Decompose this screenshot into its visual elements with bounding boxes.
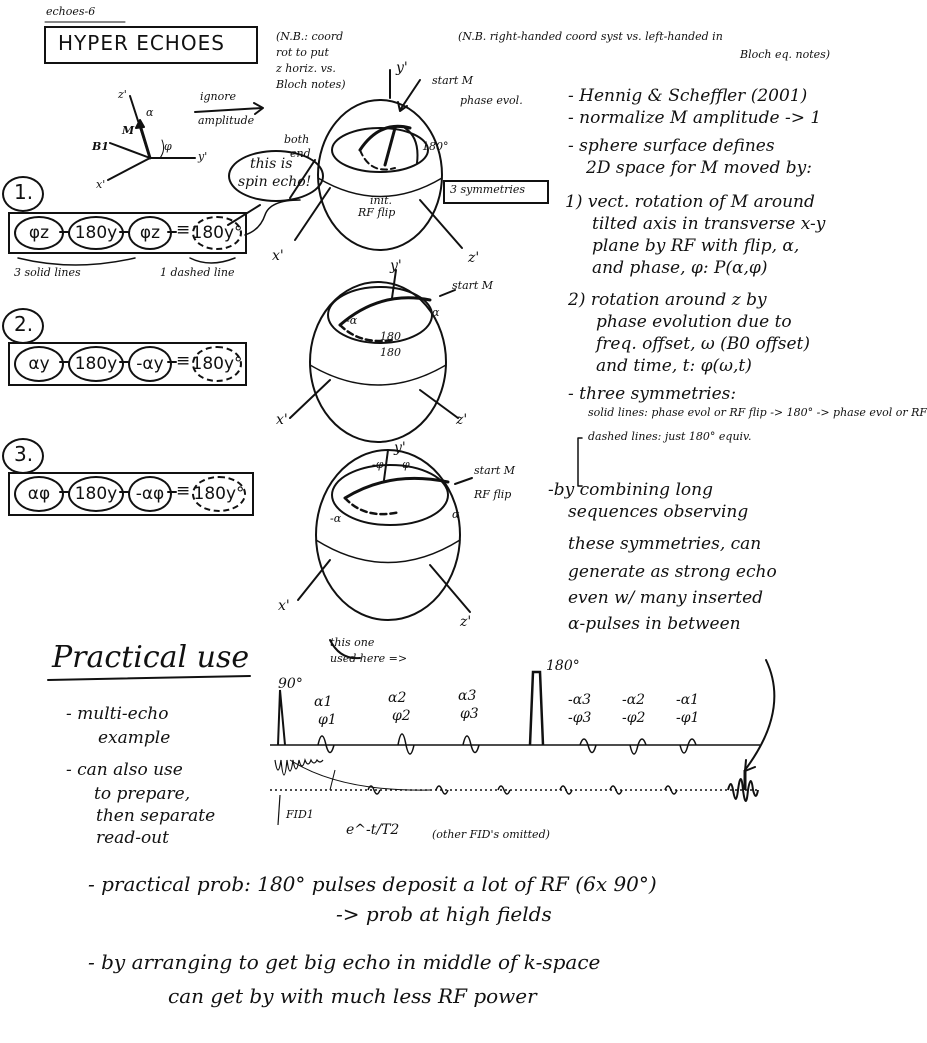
nb-left-4: Bloch notes) xyxy=(276,78,346,91)
arrange-2: can get by with much less RF power xyxy=(168,984,537,1008)
s3-y-label: y' xyxy=(394,440,406,456)
example-1-result: 180y° xyxy=(192,216,242,250)
s3-z-label: z' xyxy=(460,614,472,630)
s2-alpha: α xyxy=(432,306,440,319)
axis-alpha-label: α xyxy=(146,106,154,119)
s2-z-label: z' xyxy=(456,412,468,428)
nb-right-2: Bloch eq. notes) xyxy=(740,48,831,61)
example-3-num: 3. xyxy=(14,442,34,466)
example-3-equiv: ≡ xyxy=(176,481,191,501)
note-7: plane by RF with flip, α, xyxy=(592,236,800,256)
practical-prob-2: -> prob at high fields xyxy=(336,902,552,926)
s3-start-label: start M xyxy=(474,464,516,477)
pulse-p2-label: φ2 xyxy=(392,708,411,724)
example-1-op-2: 180y xyxy=(68,216,124,250)
pulse-p1-label: φ1 xyxy=(318,712,337,728)
s2-x-label: x' xyxy=(276,412,288,428)
pulse-na1-label: -α1 xyxy=(676,692,700,708)
practical-left-6: read-out xyxy=(96,828,169,848)
s3-rf-label: RF flip xyxy=(474,488,512,501)
example-2-op-3: -αy xyxy=(128,346,172,382)
note-12: and time, t: φ(ω,t) xyxy=(596,356,752,376)
practical-left-2: example xyxy=(98,728,171,748)
example-1-note-right: 1 dashed line xyxy=(160,266,235,279)
nb-right-1: (N.B. right-handed coord syst vs. left-handed in xyxy=(458,30,723,43)
example-3-op-2: 180y xyxy=(68,476,124,512)
practical-left-1: - multi-echo xyxy=(66,704,169,724)
both-end-2: end xyxy=(290,147,311,160)
axis-z-label: z' xyxy=(118,88,127,101)
note-10: phase evolution due to xyxy=(596,312,792,332)
axis-y-label: y' xyxy=(198,150,208,163)
note-9: 2) rotation around z by xyxy=(568,290,767,310)
combining-1: -by combining long xyxy=(548,480,713,500)
example-2-equiv: ≡ xyxy=(176,351,191,371)
both-end-1: both xyxy=(284,133,310,146)
pulse-90-label: 90° xyxy=(278,676,303,692)
pulse-np3-label: -φ3 xyxy=(568,710,592,726)
note-4: 2D space for M moved by: xyxy=(586,158,812,178)
pulse-a3-label: α3 xyxy=(458,688,477,704)
pulse-np1-label: -φ1 xyxy=(676,710,700,726)
pulse-na2-label: -α2 xyxy=(622,692,646,708)
s3-used-here: used here => xyxy=(330,652,408,665)
note-6: tilted axis in transverse x-y xyxy=(592,214,826,234)
note-1: - Hennig & Scheffler (2001) xyxy=(568,86,808,106)
ignore-text-2: amplitude xyxy=(198,114,255,127)
ignore-text-1: ignore xyxy=(200,90,237,103)
sphere-3 xyxy=(298,450,472,658)
note-11: freq. offset, ω (B0 offset) xyxy=(596,334,811,354)
s2-d-label: 180 xyxy=(380,346,401,359)
arrange-1: - by arranging to get big echo in middle of k-space xyxy=(88,950,601,974)
pulse-na3-label: -α3 xyxy=(568,692,592,708)
axis-b1-label: B1 xyxy=(92,140,109,153)
example-1-num: 1. xyxy=(14,180,34,204)
example-3-op-3: -αφ xyxy=(128,476,172,512)
s1-z-label: z' xyxy=(468,250,480,266)
practical-title: Practical use xyxy=(52,640,250,675)
s3-alpha: α xyxy=(452,508,460,521)
s1-init-label: init. xyxy=(370,194,393,207)
note-3: - sphere surface defines xyxy=(568,136,775,156)
pulse-np2-label: -φ2 xyxy=(622,710,646,726)
note-5: 1) vect. rotation of M around xyxy=(565,192,815,212)
example-1-equiv: ≡ xyxy=(176,220,191,240)
combining-6: α-pulses in between xyxy=(568,614,741,634)
page-tag: echoes-6 xyxy=(46,5,96,18)
s1-rfflip-label: RF flip xyxy=(358,206,396,219)
nb-left-2: rot to put xyxy=(276,46,329,59)
example-2-result: 180y° xyxy=(192,346,242,382)
s3-phi: φ xyxy=(402,458,410,471)
bubble-line-2: spin echo! xyxy=(238,174,312,190)
practical-prob-1: - practical prob: 180° pulses deposit a lot of RF (6x 90°) xyxy=(88,872,657,896)
example-1-note-left: 3 solid lines xyxy=(14,266,81,279)
s1-y-label: y' xyxy=(396,60,408,76)
pulse-180-label: 180° xyxy=(546,658,580,674)
example-1-op-3: φz xyxy=(128,216,172,250)
omitted-label: (other FID's omitted) xyxy=(432,828,550,841)
practical-left-4: to prepare, xyxy=(94,784,191,804)
combining-2: sequences observing xyxy=(568,502,749,522)
s1-angle-label: 180° xyxy=(422,140,449,153)
axis-m-label: M xyxy=(122,124,135,137)
note-13: - three symmetries: xyxy=(568,384,737,404)
page-title: HYPER ECHOES xyxy=(58,31,225,55)
sphere-2 xyxy=(290,270,458,442)
fid-label: FID1 xyxy=(286,808,314,821)
note-8: and phase, φ: P(α,φ) xyxy=(592,258,768,278)
s1-phase-label: phase evol. xyxy=(460,94,523,107)
s3-neg-alpha: -α xyxy=(330,512,342,525)
pulse-a1-label: α1 xyxy=(314,694,333,710)
example-3-op-1: αφ xyxy=(14,476,64,512)
practical-left-5: then separate xyxy=(96,806,216,826)
s2-neg-alpha: -α xyxy=(346,314,358,327)
sphere-1 xyxy=(295,70,462,250)
s3-x-label: x' xyxy=(278,598,290,614)
note-15: dashed lines: just 180° equiv. xyxy=(588,430,752,443)
s2-start-label: start M xyxy=(452,279,494,292)
example-2-op-1: αy xyxy=(14,346,64,382)
example-3-result: 180y° xyxy=(192,476,246,512)
axis-phi-label: φ xyxy=(164,140,172,153)
pulse-a2-label: α2 xyxy=(388,690,407,706)
example-2-num: 2. xyxy=(14,312,34,336)
practical-left-3: - can also use xyxy=(66,760,183,780)
combining-3: these symmetries, can xyxy=(568,534,762,554)
example-1-op-1: φz xyxy=(14,216,64,250)
s1-start-label: start M xyxy=(432,74,474,87)
nb-left-1: (N.B.: coord xyxy=(276,30,344,43)
note-2: - normalize M amplitude -> 1 xyxy=(568,108,822,128)
s1-sym-label: 3 symmetries xyxy=(450,183,526,196)
axis-x-label: x' xyxy=(96,178,106,191)
nb-left-3: z horiz. vs. xyxy=(276,62,336,75)
s2-y-label: y' xyxy=(390,258,402,274)
example-2-op-2: 180y xyxy=(68,346,124,382)
pulse-p3-label: φ3 xyxy=(460,706,479,722)
note-14: solid lines: phase evol or RF flip -> 180° -> phase evol or RF xyxy=(588,406,927,419)
s1-x-label: x' xyxy=(272,248,284,264)
s3-this-one: this one xyxy=(330,636,375,649)
decay-label: e^-t/T2 xyxy=(346,822,400,838)
bubble-line-1: this is xyxy=(250,156,293,172)
combining-4: generate as strong echo xyxy=(568,562,777,582)
s2-c-label: 180 xyxy=(380,330,401,343)
s3-neg-phi: -φ xyxy=(372,458,384,471)
combining-5: even w/ many inserted xyxy=(568,588,764,608)
